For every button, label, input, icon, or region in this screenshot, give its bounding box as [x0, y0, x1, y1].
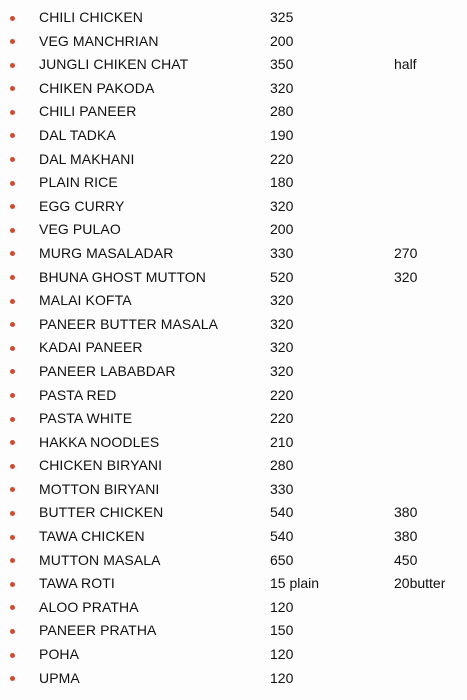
item-name: BUTTER CHICKEN — [39, 504, 164, 521]
list-item — [0, 384, 467, 408]
bullet-icon — [10, 558, 15, 563]
list-item — [0, 596, 467, 620]
item-price: 120 — [270, 669, 294, 686]
item-extra-price: 380 — [394, 504, 418, 521]
bullet-icon — [10, 322, 15, 327]
list-item — [0, 431, 467, 455]
item-name: CHILI CHICKEN — [39, 9, 143, 25]
item-extra-price: 380 — [394, 528, 418, 545]
bullet-icon — [10, 181, 15, 186]
item-price: 180 — [270, 174, 294, 191]
item-price: 280 — [270, 103, 294, 120]
item-name: PASTA WHITE — [39, 410, 133, 427]
item-price: 210 — [270, 433, 294, 450]
bullet-icon — [10, 204, 15, 209]
item-extra-price: 320 — [394, 268, 418, 285]
bullet-icon — [10, 605, 15, 610]
bullet-icon — [10, 16, 15, 21]
item-name: PANEER PRATHA — [39, 622, 157, 639]
list-item — [0, 478, 467, 502]
bullet-icon — [10, 440, 15, 445]
item-price: 320 — [270, 315, 294, 332]
item-name: KADAI PANEER — [39, 339, 143, 356]
item-name: PANEER LABABDAR — [39, 362, 176, 379]
item-name: MUTTON MASALA — [39, 551, 161, 568]
list-item — [0, 667, 467, 691]
item-price: 190 — [270, 126, 294, 143]
item-name: HAKKA NOODLES — [39, 433, 160, 450]
bullet-icon — [10, 157, 15, 162]
list-item — [0, 501, 467, 525]
item-name: POHA — [39, 646, 80, 663]
item-price: 120 — [270, 646, 294, 663]
list-item — [0, 195, 467, 219]
item-price: 320 — [270, 197, 294, 214]
item-price: 320 — [270, 79, 294, 96]
item-name: CHILI PANEER — [39, 103, 137, 120]
item-extra-price: 20butter — [394, 575, 446, 592]
item-name: DAL TADKA — [39, 126, 116, 143]
item-price: 540 — [270, 528, 294, 545]
bullet-icon — [10, 464, 15, 469]
list-item — [0, 360, 467, 384]
item-name: JUNGLI CHIKEN CHAT — [39, 56, 189, 73]
bullet-icon — [10, 39, 15, 44]
item-price: 220 — [270, 410, 294, 427]
list-item — [0, 6, 467, 30]
item-price: 200 — [270, 32, 294, 49]
bullet-icon — [10, 63, 15, 68]
list-item — [0, 171, 467, 195]
item-name: TAWA ROTI — [39, 575, 115, 592]
item-extra-price: 270 — [394, 244, 418, 261]
bullet-icon — [10, 110, 15, 115]
item-price: 330 — [270, 244, 294, 261]
item-name: MALAI KOFTA — [39, 292, 132, 309]
bullet-icon — [10, 228, 15, 233]
list-item — [0, 53, 467, 77]
item-price: 350 — [270, 56, 294, 73]
item-price: 325 — [270, 9, 294, 25]
list-item — [0, 77, 467, 101]
item-price: 320 — [270, 292, 294, 309]
item-name: MURG MASALADAR — [39, 244, 174, 261]
item-price: 120 — [270, 598, 294, 615]
list-item — [0, 30, 467, 54]
item-price: 280 — [270, 457, 294, 474]
item-price: 320 — [270, 362, 294, 379]
item-name: MOTTON BIRYANI — [39, 480, 160, 497]
bullet-icon — [10, 251, 15, 256]
list-item — [0, 266, 467, 290]
list-item — [0, 525, 467, 549]
bullet-icon — [10, 629, 15, 634]
item-name: UPMA — [39, 669, 80, 686]
list-item — [0, 619, 467, 643]
list-item — [0, 643, 467, 667]
list-item — [0, 218, 467, 242]
item-name: PLAIN RICE — [39, 174, 118, 191]
bullet-icon — [10, 653, 15, 658]
item-price: 220 — [270, 150, 294, 167]
list-item — [0, 454, 467, 478]
item-price: 320 — [270, 339, 294, 356]
item-extra-price: half — [394, 56, 417, 73]
item-name: EGG CURRY — [39, 197, 125, 214]
item-price: 330 — [270, 480, 294, 497]
bullet-icon — [10, 417, 15, 422]
item-name: ALOO PRATHA — [39, 598, 139, 615]
list-item — [0, 572, 467, 596]
bullet-icon — [10, 86, 15, 91]
item-price: 520 — [270, 268, 294, 285]
item-price: 220 — [270, 386, 294, 403]
list-item — [0, 336, 467, 360]
bullet-icon — [10, 299, 15, 304]
item-price: 200 — [270, 221, 294, 238]
bullet-icon — [10, 393, 15, 398]
item-name: CHICKEN BIRYANI — [39, 457, 163, 474]
item-price: 15 plain — [270, 575, 320, 592]
item-name: BHUNA GHOST MUTTON — [39, 268, 206, 285]
item-name: VEG PULAO — [39, 221, 121, 238]
list-item — [0, 242, 467, 266]
list-item — [0, 313, 467, 337]
bullet-icon — [10, 511, 15, 516]
bullet-icon — [10, 275, 15, 280]
bullet-icon — [10, 133, 15, 138]
bullet-icon — [10, 346, 15, 351]
list-item — [0, 148, 467, 172]
item-name: PANEER BUTTER MASALA — [39, 315, 219, 332]
bullet-icon — [10, 676, 15, 681]
bullet-icon — [10, 582, 15, 587]
item-extra-price: 450 — [394, 551, 418, 568]
item-price: 150 — [270, 622, 294, 639]
list-item — [0, 549, 467, 573]
item-name: CHIKEN PAKODA — [39, 79, 155, 96]
item-name: PASTA RED — [39, 386, 117, 403]
list-item — [0, 289, 467, 313]
bullet-icon — [10, 535, 15, 540]
bullet-icon — [10, 369, 15, 374]
bullet-icon — [10, 487, 15, 492]
item-name: TAWA CHICKEN — [39, 528, 145, 545]
item-price: 540 — [270, 504, 294, 521]
list-item — [0, 407, 467, 431]
item-price: 650 — [270, 551, 294, 568]
item-name: DAL MAKHANI — [39, 150, 135, 167]
item-name: VEG MANCHRIAN — [39, 32, 159, 49]
list-item — [0, 124, 467, 148]
list-item — [0, 100, 467, 124]
